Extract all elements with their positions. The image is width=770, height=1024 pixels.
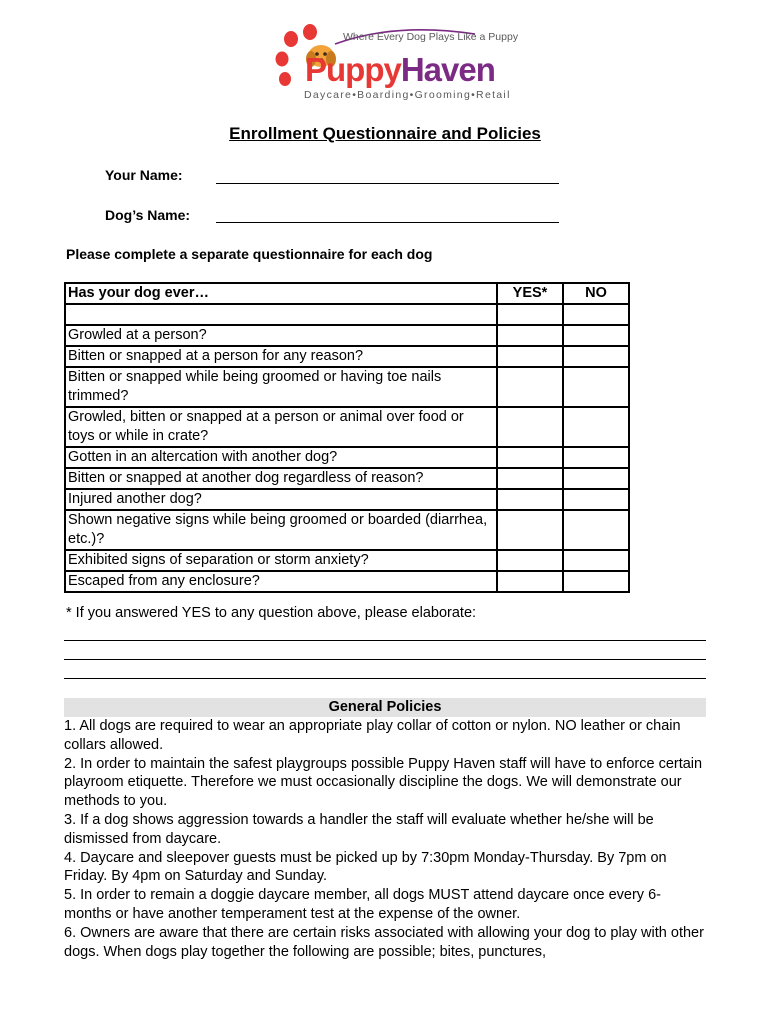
instruction-text: Please complete a separate questionnaire for each dog: [66, 246, 433, 262]
question-text: Exhibited signs of separation or storm anxiety?: [65, 550, 497, 571]
no-checkbox[interactable]: [563, 489, 629, 510]
policies-heading: General Policies: [64, 698, 706, 717]
no-checkbox[interactable]: [563, 325, 629, 346]
logo-brand-puppy: Puppy: [305, 51, 401, 88]
logo-services: Daycare•Boarding•Grooming•Retail: [304, 89, 511, 101]
logo-brand-name: [305, 50, 495, 90]
question-text: Injured another dog?: [65, 489, 497, 510]
table-row: [65, 571, 629, 592]
yes-checkbox[interactable]: [497, 489, 563, 510]
logo-brand-haven: Haven: [400, 51, 495, 88]
header-yes: YES*: [497, 283, 563, 304]
yes-checkbox[interactable]: [497, 304, 563, 325]
header-question: Has your dog ever…: [65, 283, 497, 304]
no-checkbox[interactable]: [563, 468, 629, 489]
policy-item: 4. Daycare and sleepover guests must be picked up by 7:30pm Monday-Thursday. By 7pm on Friday. By 4pm on Saturday and Sunday.: [64, 849, 667, 885]
table-row: [65, 304, 629, 325]
yes-checkbox[interactable]: [497, 510, 563, 550]
table-row: [65, 510, 629, 550]
yes-checkbox[interactable]: [497, 346, 563, 367]
questionnaire-table: [64, 282, 630, 593]
question-text: Escaped from any enclosure?: [65, 571, 497, 592]
no-checkbox[interactable]: [563, 346, 629, 367]
table-row: [65, 468, 629, 489]
table-row: [65, 325, 629, 346]
table-header-row: [65, 283, 629, 304]
table-row: [65, 346, 629, 367]
table-row: [65, 550, 629, 571]
elaborate-line-3[interactable]: [64, 678, 706, 679]
yes-checkbox[interactable]: [497, 367, 563, 407]
question-text: Gotten in an altercation with another dog?: [65, 447, 497, 468]
dogs-name-label: Dog’s Name:: [105, 207, 191, 223]
no-checkbox[interactable]: [563, 447, 629, 468]
yes-checkbox[interactable]: [497, 407, 563, 447]
table-row: [65, 447, 629, 468]
no-checkbox[interactable]: [563, 550, 629, 571]
table-row: [65, 489, 629, 510]
general-policies: [64, 698, 706, 961]
question-text: Shown negative signs while being groomed or boarded (diarrhea, etc.)?: [65, 510, 497, 550]
yes-checkbox[interactable]: [497, 550, 563, 571]
elaborate-line-2[interactable]: [64, 659, 706, 660]
elaborate-line-1[interactable]: [64, 640, 706, 641]
page-title: Enrollment Questionnaire and Policies: [229, 124, 541, 143]
question-text: Bitten or snapped at a person for any reason?: [65, 346, 497, 367]
your-name-field[interactable]: [216, 183, 559, 184]
policy-item: 1. All dogs are required to wear an appropriate play collar of cotton or nylon. NO leather or chain collars allowed.: [64, 718, 681, 753]
question-text: [65, 304, 497, 325]
no-checkbox[interactable]: [563, 407, 629, 447]
your-name-label: Your Name:: [105, 167, 183, 183]
header-no: NO: [563, 283, 629, 304]
policy-item: 3. If a dog shows aggression towards a handler the staff will evaluate whether he/she will be dismissed from daycare.: [64, 811, 654, 847]
question-text: Growled, bitten or snapped at a person or animal over food or toys or while in crate?: [65, 407, 497, 447]
yes-checkbox[interactable]: [497, 325, 563, 346]
logo-tagline: Where Every Dog Plays Like a Puppy: [343, 31, 519, 43]
yes-checkbox[interactable]: [497, 468, 563, 489]
question-text: Bitten or snapped while being groomed or having toe nails trimmed?: [65, 367, 497, 407]
question-text: Bitten or snapped at another dog regardless of reason?: [65, 468, 497, 489]
table-row: [65, 407, 629, 447]
yes-checkbox[interactable]: [497, 447, 563, 468]
no-checkbox[interactable]: [563, 304, 629, 325]
policy-item: 5. In order to remain a doggie daycare member, all dogs MUST attend daycare once every 6-months or have another temperament test at the expense of the owner.: [64, 887, 661, 922]
question-text: Growled at a person?: [65, 325, 497, 346]
elaborate-prompt: * If you answered YES to any question above, please elaborate:: [66, 605, 477, 621]
dogs-name-field[interactable]: [216, 222, 559, 223]
puppy-haven-logo: [275, 22, 519, 106]
policy-item: 6. Owners are aware that there are certain risks associated with allowing your dog to play with other dogs. When dogs play together the following are possible; bites, punctures,: [64, 924, 704, 960]
no-checkbox[interactable]: [563, 510, 629, 550]
table-row: [65, 367, 629, 407]
no-checkbox[interactable]: [563, 367, 629, 407]
yes-checkbox[interactable]: [497, 571, 563, 592]
no-checkbox[interactable]: [563, 571, 629, 592]
policy-item: 2. In order to maintain the safest playgroups possible Puppy Haven staff will have to enforce certain playroom etiquette. Therefore we must occasionally discipline the dogs. We will demonstrate our methods to you.: [64, 755, 703, 810]
